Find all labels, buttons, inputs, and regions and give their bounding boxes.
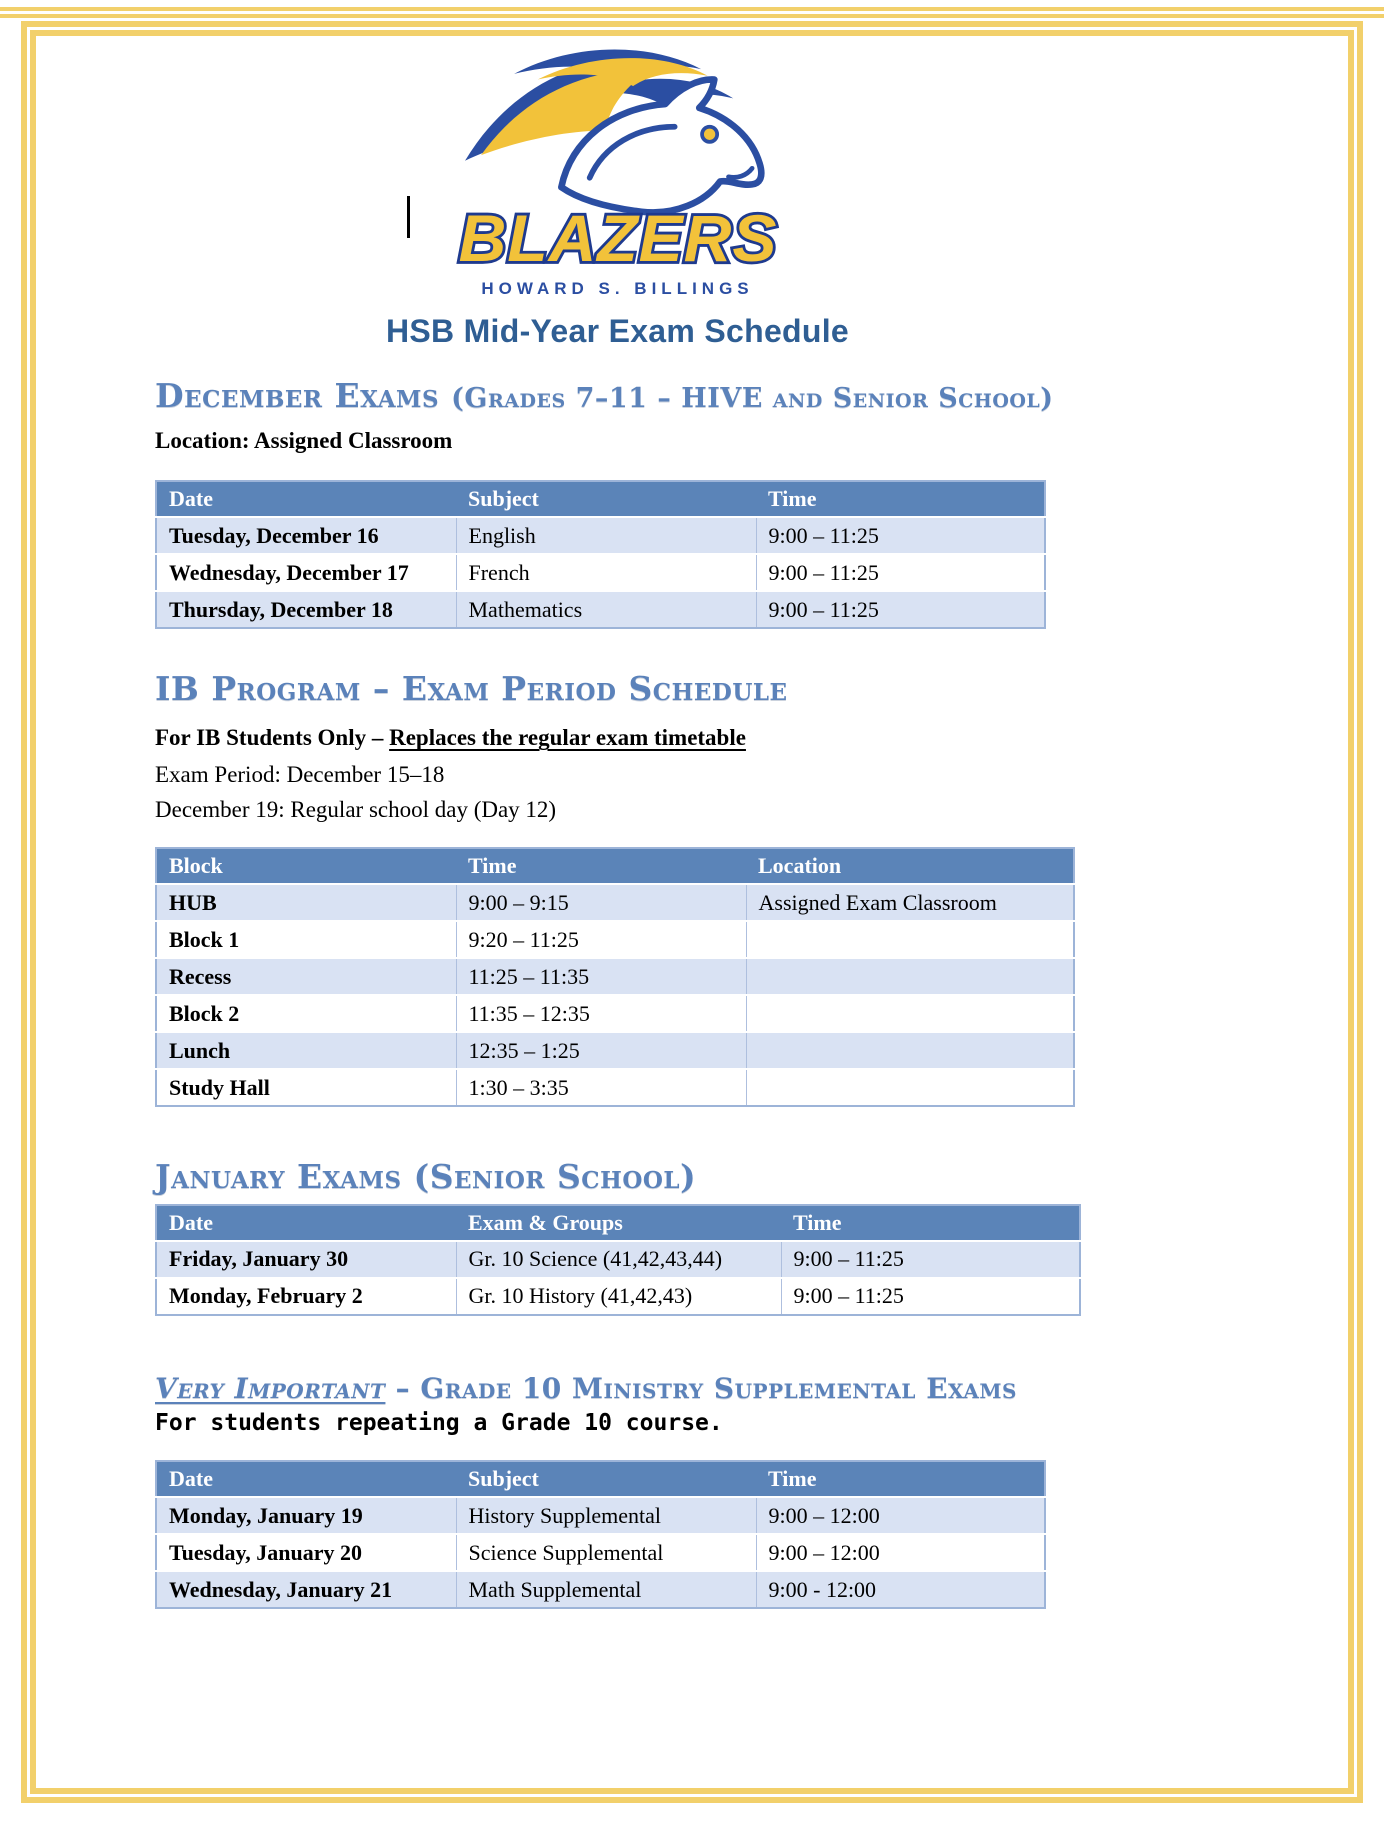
column-header: Date bbox=[156, 481, 456, 517]
school-logo bbox=[155, 0, 1080, 299]
january-exams-heading: January Exams (Senior School) bbox=[155, 1157, 697, 1197]
table-row bbox=[156, 1571, 1045, 1608]
table-cell: History Supplemental bbox=[456, 1497, 756, 1534]
supplemental-exams-heading bbox=[155, 1371, 1080, 1405]
table-cell: 9:00 - 12:00 bbox=[756, 1571, 1045, 1608]
table-cell: Block 1 bbox=[156, 921, 456, 958]
table-row bbox=[156, 1534, 1045, 1571]
table-row bbox=[156, 1069, 1074, 1106]
section-december-exams bbox=[155, 378, 1080, 629]
column-header: Subject bbox=[456, 1461, 756, 1497]
table-cell: Friday, January 30 bbox=[156, 1241, 456, 1278]
table-header-row bbox=[156, 1461, 1045, 1497]
table-cell: 9:00 – 12:00 bbox=[756, 1497, 1045, 1534]
table-row bbox=[156, 1497, 1045, 1534]
table-row bbox=[156, 517, 1045, 554]
table-cell: 9:00 – 12:00 bbox=[756, 1534, 1045, 1571]
blazers-horse-logo-image bbox=[448, 36, 788, 277]
ib-note-prefix: For IB Students Only – bbox=[155, 725, 390, 751]
ib-schedule-table bbox=[155, 847, 1075, 1107]
table-cell bbox=[746, 1032, 1074, 1069]
table-row bbox=[156, 958, 1074, 995]
table-header-row bbox=[156, 1205, 1080, 1241]
table-cell: 9:00 – 11:25 bbox=[756, 591, 1045, 628]
ib-exam-period-line: Exam Period: December 15–18 bbox=[155, 762, 445, 788]
table-cell: English bbox=[456, 517, 756, 554]
table-cell: Tuesday, December 16 bbox=[156, 517, 456, 554]
column-header: Time bbox=[456, 848, 746, 884]
table-cell: Wednesday, January 21 bbox=[156, 1571, 456, 1608]
section-ib-program bbox=[155, 671, 1080, 1107]
table-cell bbox=[746, 958, 1074, 995]
table-cell: Monday, February 2 bbox=[156, 1278, 456, 1315]
table-row bbox=[156, 554, 1045, 591]
table-row bbox=[156, 1032, 1074, 1069]
table-cell: Gr. 10 Science (41,42,43,44) bbox=[456, 1241, 781, 1278]
december-exams-table bbox=[155, 480, 1046, 629]
table-cell: 11:35 – 12:35 bbox=[456, 995, 746, 1032]
table-cell: Assigned Exam Classroom bbox=[746, 884, 1074, 921]
logo-school-name: HOWARD S. BILLINGS bbox=[481, 279, 754, 298]
table-cell: 12:35 – 1:25 bbox=[456, 1032, 746, 1069]
very-important-label: Very Important bbox=[155, 1371, 386, 1405]
table-cell: Wednesday, December 17 bbox=[156, 554, 456, 591]
table-row bbox=[156, 1278, 1080, 1315]
table-header-row bbox=[156, 848, 1074, 884]
december-location-note: Location: Assigned Classroom bbox=[155, 428, 453, 454]
text-cursor bbox=[407, 196, 410, 238]
table-cell: Gr. 10 History (41,42,43) bbox=[456, 1278, 781, 1315]
table-row bbox=[156, 591, 1045, 628]
table-cell bbox=[746, 1069, 1074, 1106]
table-cell: Tuesday, January 20 bbox=[156, 1534, 456, 1571]
table-cell: 9:00 – 11:25 bbox=[781, 1278, 1080, 1315]
december-exams-heading bbox=[155, 378, 1080, 414]
table-cell: Math Supplemental bbox=[456, 1571, 756, 1608]
table-cell: Monday, January 19 bbox=[156, 1497, 456, 1534]
table-cell: French bbox=[456, 554, 756, 591]
january-exams-table bbox=[155, 1204, 1081, 1316]
supplemental-exams-table bbox=[155, 1460, 1046, 1609]
table-cell: Science Supplemental bbox=[456, 1534, 756, 1571]
table-cell: Thursday, December 18 bbox=[156, 591, 456, 628]
table-cell: 9:00 – 11:25 bbox=[781, 1241, 1080, 1278]
december-heading-main: December Exams bbox=[155, 376, 440, 415]
table-row bbox=[156, 884, 1074, 921]
table-row bbox=[156, 995, 1074, 1032]
section-january-exams bbox=[155, 1159, 1080, 1315]
supplemental-heading-rest: – Grade 10 Ministry Supplemental Exams bbox=[385, 1371, 1017, 1405]
table-cell: Lunch bbox=[156, 1032, 456, 1069]
table-cell bbox=[746, 921, 1074, 958]
table-cell: 9:00 – 9:15 bbox=[456, 884, 746, 921]
column-header: Date bbox=[156, 1205, 456, 1241]
table-cell: 11:25 – 11:35 bbox=[456, 958, 746, 995]
table-cell: 9:00 – 11:25 bbox=[756, 554, 1045, 591]
ib-program-heading: IB Program – Exam Period Schedule bbox=[155, 669, 788, 709]
ib-students-note bbox=[155, 723, 1080, 753]
table-cell: Study Hall bbox=[156, 1069, 456, 1106]
table-row bbox=[156, 1241, 1080, 1278]
column-header: Exam & Groups bbox=[456, 1205, 781, 1241]
section-supplemental-exams bbox=[155, 1371, 1080, 1610]
logo-team-name: BLAZERS bbox=[458, 201, 777, 276]
column-header: Date bbox=[156, 1461, 456, 1497]
table-header-row bbox=[156, 481, 1045, 517]
supplemental-note: For students repeating a Grade 10 course. bbox=[155, 1410, 723, 1437]
document-content bbox=[155, 0, 1080, 1609]
page-title: HSB Mid-Year Exam Schedule bbox=[385, 313, 850, 349]
column-header: Time bbox=[756, 1461, 1045, 1497]
ib-note-underlined: Replaces the regular exam timetable bbox=[389, 725, 746, 751]
table-row bbox=[156, 921, 1074, 958]
ib-regular-day-line: December 19: Regular school day (Day 12) bbox=[155, 797, 557, 823]
table-cell: Mathematics bbox=[456, 591, 756, 628]
table-cell: Block 2 bbox=[156, 995, 456, 1032]
column-header: Time bbox=[781, 1205, 1080, 1241]
table-cell: 9:20 – 11:25 bbox=[456, 921, 746, 958]
column-header: Location bbox=[746, 848, 1074, 884]
table-cell: 1:30 – 3:35 bbox=[456, 1069, 746, 1106]
column-header: Block bbox=[156, 848, 456, 884]
table-cell: 9:00 – 11:25 bbox=[756, 517, 1045, 554]
column-header: Subject bbox=[456, 481, 756, 517]
table-cell bbox=[746, 995, 1074, 1032]
table-cell: Recess bbox=[156, 958, 456, 995]
table-cell: HUB bbox=[156, 884, 456, 921]
december-heading-sub: (Grades 7–11 – HIVE and Senior School) bbox=[451, 383, 1054, 414]
column-header: Time bbox=[756, 481, 1045, 517]
